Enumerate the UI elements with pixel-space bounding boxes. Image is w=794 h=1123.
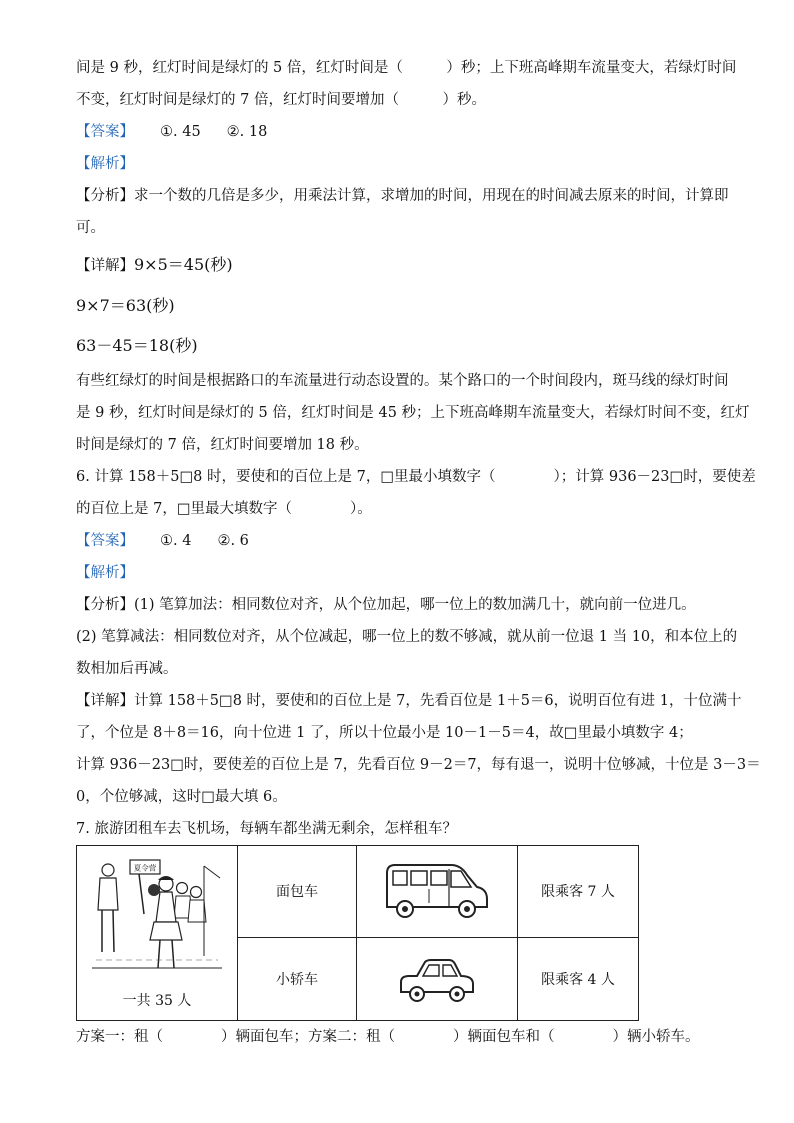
q6-fenxi-line-2: (2) 笔算减法：相同数位对齐，从个位减起，哪一位上的数不够减，就从前一位退 1 当 10，和本位上的 [76, 629, 738, 645]
q6-fenxi-line-3: 数相加后再减。 [76, 661, 178, 677]
answer-tag: 【答案】 [76, 533, 134, 549]
group-cell [77, 846, 238, 1021]
q6-answer-line [76, 531, 720, 551]
worksheet-page [76, 58, 761, 1059]
q5-answer-2: ②. 18 [226, 124, 268, 140]
q5-summary-line-1: 有些红绿灯的时间是根据路口的车流量进行动态设置的。某个路口的一个时间段内，斑马线的绿灯时间 [76, 373, 729, 389]
sign-label: 夏令营 [133, 863, 157, 873]
q5-fenxi-text-1: 求一个数的几倍是多少，用乘法计算，求增加的时间，用现在的时间减去原来的时间，计算即 [134, 188, 729, 204]
q6-answer-2: ②. 6 [217, 533, 249, 549]
table-row [77, 846, 639, 938]
van-limit-cell: 限乘客 7 人 [518, 846, 639, 938]
q5-summary-line-2: 是 9 秒，红灯时间是绿灯的 5 倍，红灯时间是 45 秒；上下班高峰期车流量变大，若绿灯时间不变，红灯 [76, 405, 750, 421]
q5-answer-1: ①. 45 [160, 124, 201, 140]
q6-analysis-heading [76, 563, 720, 583]
q5-stem-line-1: 间是 9 秒，红灯时间是绿灯的 5 倍，红灯时间是（ ）秒；上下班高峰期车流量变大，若绿灯时间 [76, 60, 737, 76]
van-icon [381, 859, 493, 923]
q5-equation-1 [76, 254, 720, 277]
q6-detail-line-4: 0，个位够减，这时□最大填 6。 [76, 789, 287, 805]
q6-stem-line-1: 6. 计算 158＋5□8 时，要使和的百位上是 7，□里最小填数字（ ）；计算 936－23□时，要使差 [76, 469, 756, 485]
van-name-cell: 面包车 [238, 846, 357, 938]
group-total-label: 一共 35 人 [122, 993, 192, 1009]
q6-stem-line-2: 的百位上是 7，□里最大填数字（ ）。 [76, 501, 372, 517]
q5-equation-3: 63－45＝18(秒) [76, 336, 198, 355]
answer-tag: 【答案】 [76, 124, 134, 140]
tour-group-illustration [92, 856, 222, 984]
car-limit-cell: 限乘客 4 人 [518, 937, 639, 1020]
rental-table [76, 845, 639, 1021]
q5-answer-line [76, 122, 720, 142]
q5-analysis-heading [76, 154, 720, 174]
q6-detail-line-3: 计算 936－23□时，要使差的百位上是 7，先看百位 9－2＝7，每有退一，说明十位够减，十位是 3－3＝ [76, 757, 761, 773]
q5-stem-line-2: 不变，红灯时间是绿灯的 7 倍，红灯时间要增加（ ）秒。 [76, 92, 486, 108]
car-name-cell: 小轿车 [238, 937, 357, 1020]
q7-plan-line: 方案一：租（ ）辆面包车；方案二：租（ ）辆面包车和（ ）辆小轿车。 [76, 1029, 700, 1045]
analysis-tag: 【解析】 [76, 565, 134, 581]
q6-fenxi-line-1 [76, 595, 720, 615]
car-picture-cell [357, 937, 518, 1020]
detail-tag: 【详解】 [76, 258, 134, 274]
q5-fenxi-line-2: 可。 [76, 220, 105, 236]
van-picture-cell [357, 846, 518, 938]
q6-detail-line-1 [76, 691, 742, 711]
fenxi-tag: 【分析】 [76, 597, 134, 613]
q6-detail-text-1: 计算 158＋5□8 时，要使和的百位上是 7，先看百位是 1＋5＝6，说明百位有进 1，十位满十 [134, 693, 742, 709]
car-icon [397, 954, 477, 1004]
q6-fenxi-text-1: (1) 笔算加法：相同数位对齐，从个位加起，哪一位上的数加满几十，就向前一位进几。 [134, 597, 696, 613]
q5-fenxi-line-1 [76, 186, 729, 206]
q5-equation-2: 9×7＝63(秒) [76, 296, 175, 315]
q5-eq-text-1: 9×5＝45(秒) [134, 255, 233, 274]
detail-tag: 【详解】 [76, 693, 134, 709]
analysis-tag: 【解析】 [76, 156, 134, 172]
q7-stem: 7. 旅游团租车去飞机场，每辆车都坐满无剩余，怎样租车？ [76, 821, 457, 837]
q6-answer-1: ①. 4 [160, 533, 192, 549]
q5-summary-line-3: 时间是绿灯的 7 倍，红灯时间要增加 18 秒。 [76, 437, 369, 453]
q6-detail-line-2: 了，个位是 8＋8＝16，向十位进 1 了，所以十位最小是 10－1－5＝4，故□里最小填数字 4； [76, 725, 693, 741]
fenxi-tag: 【分析】 [76, 188, 134, 204]
